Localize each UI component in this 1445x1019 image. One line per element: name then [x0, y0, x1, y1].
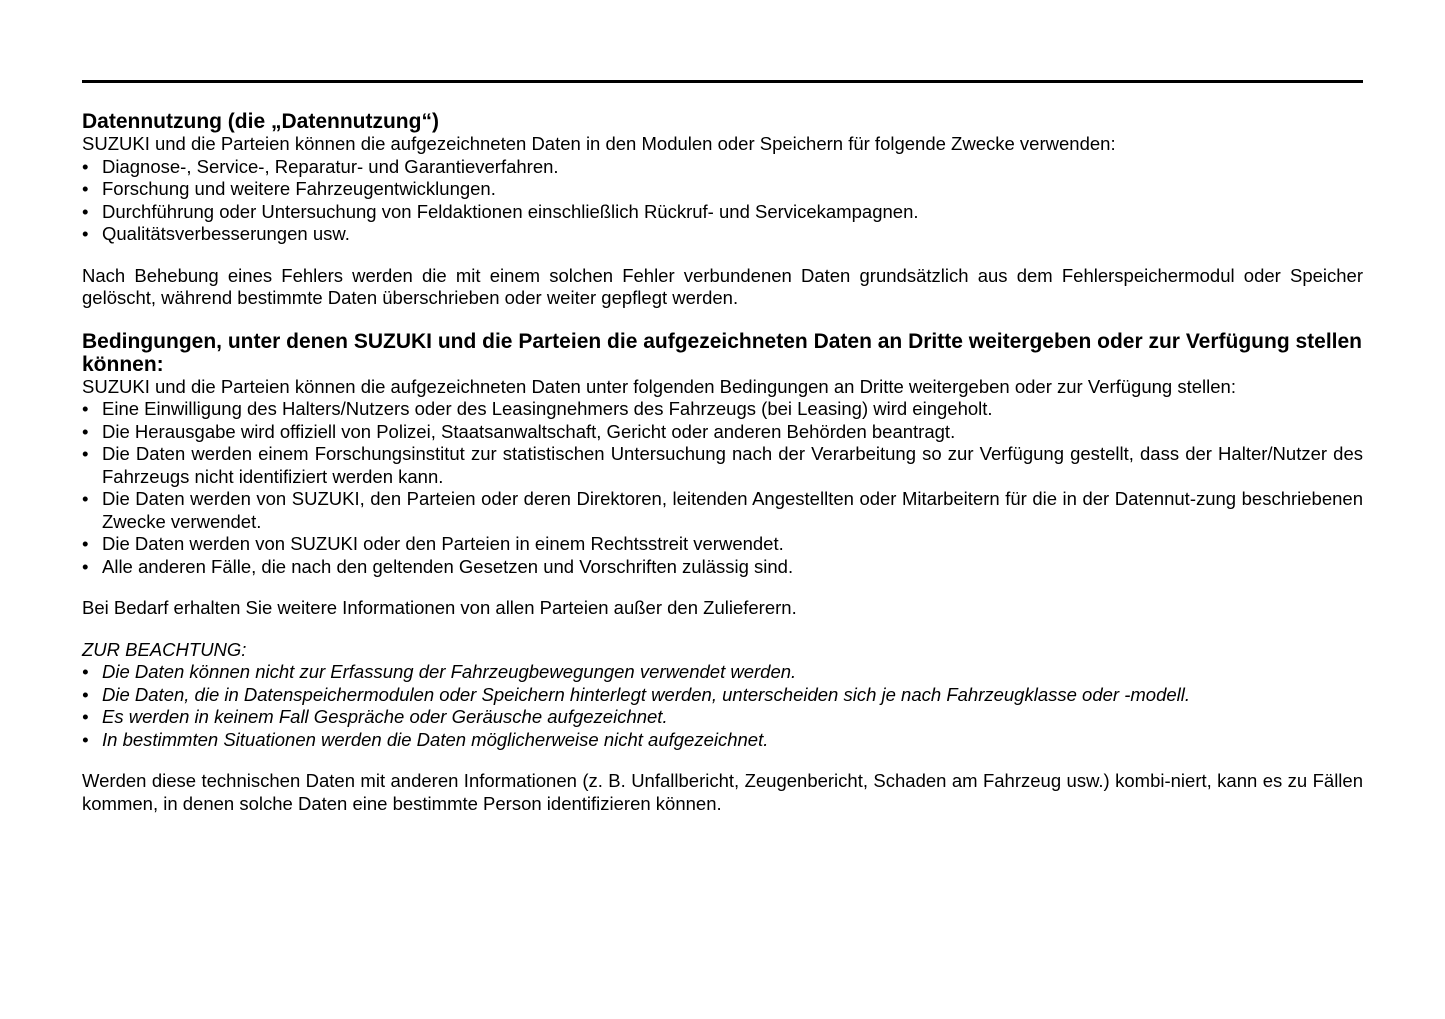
- paragraph-error-deletion: Nach Behebung eines Fehlers werden die mit einem solchen Fehler verbundenen Daten grundsätzlich aus dem Fehlerspeichermodul oder Speicher gelöscht, während bestimmte Daten überschrieben oder weiter gepflegt werden.: [82, 264, 1363, 308]
- bullet-list-disclosure: [82, 398, 1363, 578]
- list-item: • Qualitätsverbesserungen usw.: [82, 223, 350, 244]
- bullet-icon: •: [82, 488, 89, 509]
- list-item: • Die Daten werden von SUZUKI, den Parteien oder deren Direktoren, leitenden Angestellten oder Mitarbeitern für die in der Datennut-zung beschriebenen Zwecke verwendet.: [82, 488, 1363, 532]
- section-note: [82, 639, 1363, 752]
- bullet-icon: •: [82, 223, 89, 244]
- bullet-icon: •: [82, 683, 89, 705]
- section-data-usage: [82, 110, 1363, 310]
- section-heading-data-usage: Datennutzung (die „Datennutzung“): [82, 110, 439, 133]
- section-heading-disclosure: Bedingungen, unter denen SUZUKI und die Parteien die aufgezeichneten Daten an Dritte weitergeben oder zur Verfügung stellen können:: [82, 329, 1363, 376]
- note-label: ZUR BEACHTUNG:: [82, 638, 247, 660]
- bullet-list-note: [82, 661, 1363, 751]
- list-item: • Durchführung oder Untersuchung von Feldaktionen einschließlich Rückruf- und Servicekampagnen.: [82, 200, 919, 222]
- list-item: • Alle anderen Fälle, die nach den geltenden Gesetzen und Vorschriften zulässig sind.: [82, 555, 794, 577]
- bullet-icon: •: [82, 728, 89, 750]
- list-item: • In bestimmten Situationen werden die Daten möglicherweise nicht aufgezeichnet.: [82, 728, 769, 750]
- bullet-icon: •: [82, 533, 89, 554]
- list-item: • Die Daten, die in Datenspeichermodulen oder Speichern hinterlegt werden, unterscheiden sich je nach Fahrzeugklasse oder -modell.: [82, 683, 1191, 705]
- list-item: • Die Herausgabe wird offiziell von Polizei, Staatsanwaltschaft, Gericht oder anderen Behörden beantragt.: [82, 420, 956, 442]
- bullet-icon: •: [82, 200, 89, 222]
- bullet-icon: •: [82, 155, 89, 177]
- document-page: [82, 80, 1363, 815]
- list-item: • Diagnose-, Service-, Reparatur- und Garantieverfahren.: [82, 155, 559, 177]
- list-item: • Forschung und weitere Fahrzeugentwicklungen.: [82, 178, 496, 199]
- bullet-icon: •: [82, 661, 89, 682]
- section-intro-data-usage: SUZUKI und die Parteien können die aufgezeichneten Daten in den Modulen oder Speichern für folgende Zwecke verwenden:: [82, 133, 1116, 154]
- list-item: • Die Daten werden von SUZUKI oder den Parteien in einem Rechtsstreit verwendet.: [82, 533, 784, 554]
- bullet-icon: •: [82, 443, 89, 464]
- list-item: • Die Daten werden einem Forschungsinstitut zur statistischen Untersuchung nach der Verarbeitung so zur Verfügung gestellt, dass der Halter/Nutzer des Fahrzeugs nicht identifiziert werden kann.: [82, 443, 1363, 487]
- top-rule: [82, 80, 1363, 83]
- section-intro-disclosure: SUZUKI und die Parteien können die aufgezeichneten Daten unter folgenden Bedingungen an Dritte weitergeben oder zur Verfügung stellen:: [82, 375, 1236, 397]
- bullet-icon: •: [82, 420, 89, 442]
- list-item: • Die Daten können nicht zur Erfassung der Fahrzeugbewegungen verwendet werden.: [82, 661, 797, 682]
- bullet-icon: •: [82, 398, 89, 419]
- bullet-icon: •: [82, 706, 89, 727]
- section-disclosure-conditions: [82, 330, 1363, 620]
- paragraph-closing: Werden diese technischen Daten mit anderen Informationen (z. B. Unfallbericht, Zeugenbericht, Schaden am Fahrzeug usw.) kombi-niert, kann es zu Fällen kommen, in denen solche Daten eine bestimmte Person identifizieren können.: [82, 770, 1363, 814]
- bullet-icon: •: [82, 555, 89, 577]
- paragraph-further-info: Bei Bedarf erhalten Sie weitere Informationen von allen Parteien außer den Zulieferern.: [82, 597, 797, 618]
- list-item: • Eine Einwilligung des Halters/Nutzers oder des Leasingnehmers des Fahrzeugs (bei Leasing) wird eingeholt.: [82, 398, 993, 419]
- list-item: • Es werden in keinem Fall Gespräche oder Geräusche aufgezeichnet.: [82, 706, 668, 727]
- bullet-list-data-usage: [82, 156, 1363, 246]
- bullet-icon: •: [82, 178, 89, 199]
